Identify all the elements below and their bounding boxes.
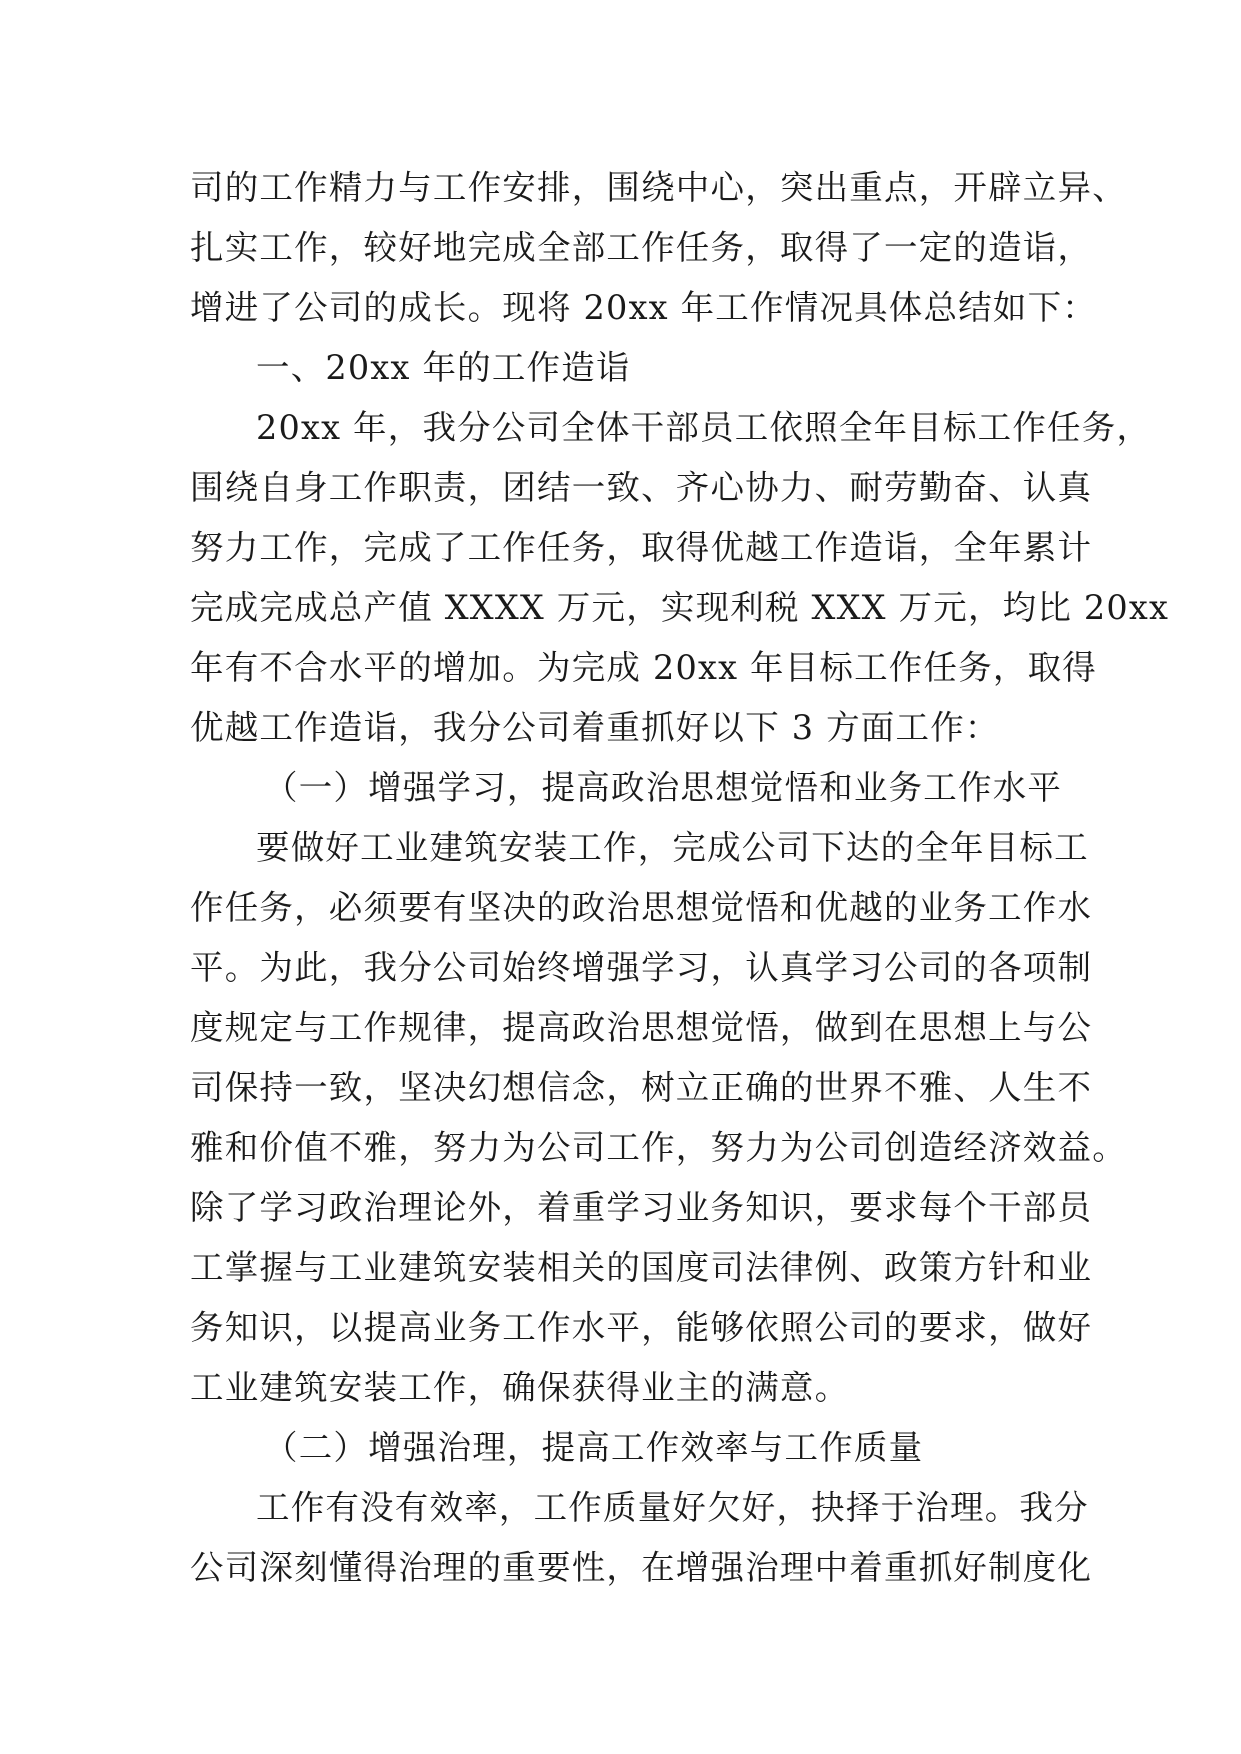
paragraph-line: 务知识，以提高业务工作水平，能够依照公司的要求，做好 <box>190 1308 1093 1347</box>
subsection-heading: （一）增强学习，提高政治思想觉悟和业务工作水平 <box>264 768 1063 807</box>
paragraph-line: 工作有没有效率，工作质量好欠好，抉择于治理。我分 <box>256 1488 1089 1527</box>
paragraph-line: 司的工作精力与工作安排，围绕中心，突出重点，开辟立异、 <box>190 168 1127 207</box>
paragraph-line: 雅和价值不雅，努力为公司工作，努力为公司创造经济效益。 <box>190 1128 1127 1167</box>
paragraph-line: 年有不合水平的增加。为完成 20xx 年目标工作任务，取得 <box>190 648 1098 687</box>
paragraph-line: 工掌握与工业建筑安装相关的国度司法律例、政策方针和业 <box>190 1248 1093 1287</box>
paragraph-line: 完成完成总产值 XXXX 万元，实现利税 XXX 万元，均比 20xx <box>190 588 1170 627</box>
paragraph-line: 扎实工作，较好地完成全部工作任务，取得了一定的造诣， <box>190 228 1093 267</box>
paragraph-line: 围绕自身工作职责，团结一致、齐心协力、耐劳勤奋、认真 <box>190 468 1093 507</box>
paragraph-line: 优越工作造诣，我分公司着重抓好以下 3 方面工作： <box>190 708 1000 747</box>
paragraph-line: 增进了公司的成长。现将 20xx 年工作情况具体总结如下： <box>190 288 1098 327</box>
section-heading: 一、20xx 年的工作造诣 <box>256 348 631 387</box>
paragraph-line: 除了学习政治理论外，着重学习业务知识，要求每个干部员 <box>190 1188 1093 1227</box>
subsection-heading: （二）增强治理，提高工作效率与工作质量 <box>264 1428 924 1467</box>
paragraph-line: 度规定与工作规律，提高政治思想觉悟，做到在思想上与公 <box>190 1008 1093 1047</box>
body-text <box>190 158 1170 1598</box>
paragraph-line: 平。为此，我分公司始终增强学习，认真学习公司的各项制 <box>190 948 1093 987</box>
paragraph-line: 努力工作，完成了工作任务，取得优越工作造诣，全年累计 <box>190 528 1093 567</box>
paragraph-line: 司保持一致，坚决幻想信念，树立正确的世界不雅、人生不 <box>190 1068 1093 1107</box>
paragraph-line: 公司深刻懂得治理的重要性，在增强治理中着重抓好制度化 <box>190 1548 1093 1587</box>
paragraph-line: 工业建筑安装工作，确保获得业主的满意。 <box>190 1368 850 1407</box>
paragraph-line: 作任务，必须要有坚决的政治思想觉悟和优越的业务工作水 <box>190 888 1093 927</box>
paragraph-line: 要做好工业建筑安装工作，完成公司下达的全年目标工 <box>256 828 1089 867</box>
paragraph-line: 20xx 年，我分公司全体干部员工依照全年目标工作任务， <box>256 408 1152 447</box>
